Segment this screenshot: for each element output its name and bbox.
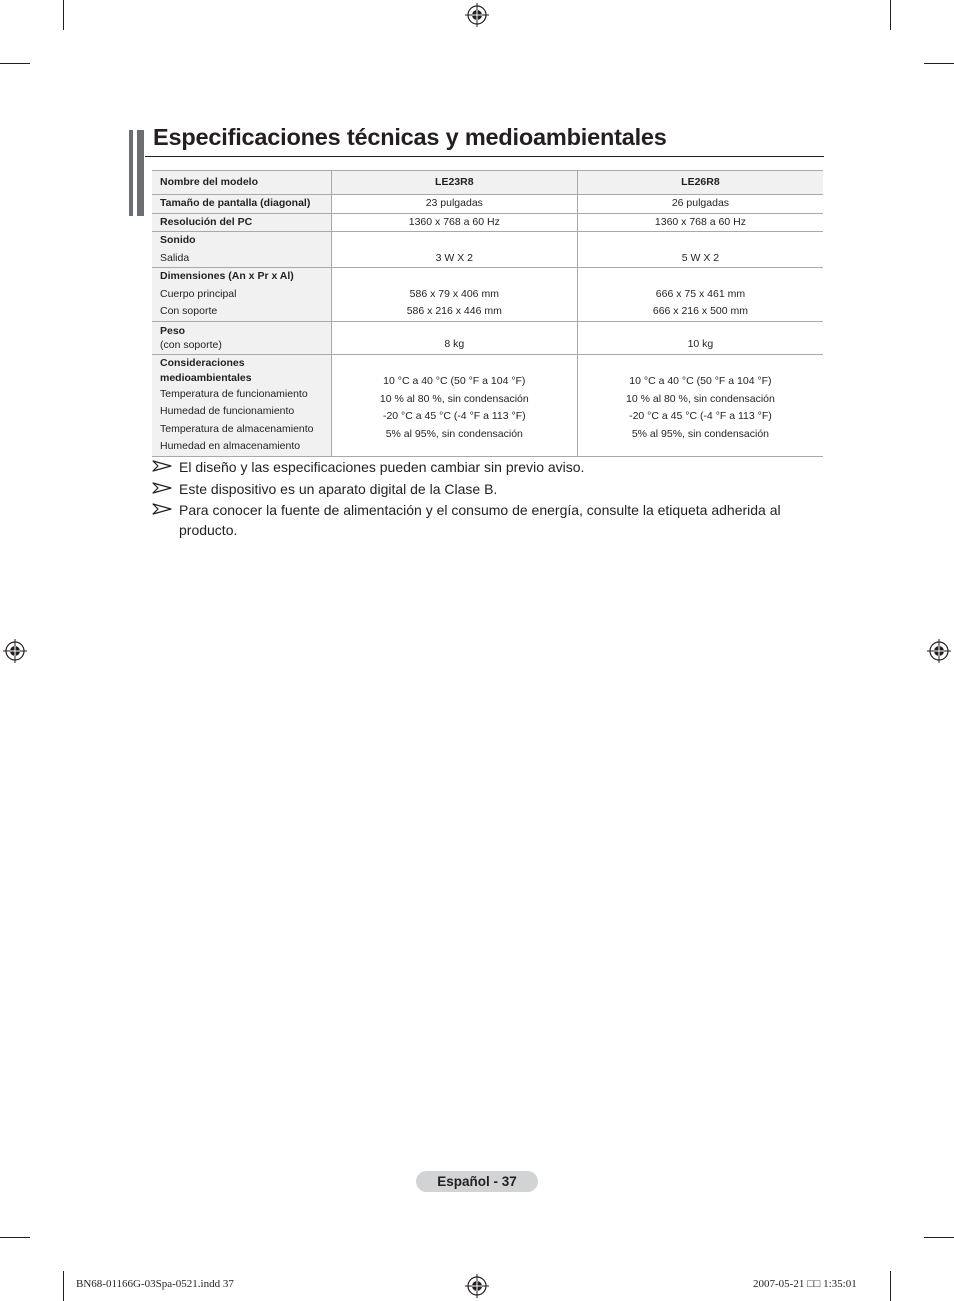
notes-list (152, 458, 824, 542)
table-cell: 10 % al 80 %, sin condensación (379, 392, 529, 405)
table-cell: 23 pulgadas (331, 195, 577, 214)
table-cell: -20 °C a 45 °C (-4 °F a 113 °F) (629, 410, 772, 422)
table-cell: 10 kg (577, 321, 823, 354)
table-cell: 26 pulgadas (577, 195, 823, 214)
table-cell: -20 °C a 45 °C (-4 °F a 113 °F) (382, 410, 526, 422)
page-number-badge: Español - 37 (416, 1171, 538, 1192)
with-stand-label: Con soporte (160, 305, 218, 317)
registration-mark-icon (927, 639, 951, 663)
page-title: Especificaciones técnicas y medioambientales (153, 124, 667, 150)
environment-label: Consideraciones (160, 356, 245, 369)
table-cell: 10 °C a 40 °C (50 °F a 104 °F) (383, 375, 526, 387)
storage-temperature-label: Temperatura de almacenamiento (160, 422, 314, 435)
sound-output-label: Salida (160, 251, 190, 264)
note-arrow-icon (152, 459, 172, 473)
crop-mark (890, 0, 891, 30)
specifications-table (152, 170, 823, 457)
table-cell: 8 kg (331, 321, 577, 354)
model-2-name: LE26R8 (577, 171, 823, 195)
weight-sub-label: (con soporte) (160, 338, 222, 351)
model-1-name: LE23R8 (331, 171, 577, 195)
table-row (152, 232, 823, 268)
sound-label: Sonido (160, 234, 196, 246)
crop-mark (0, 1237, 30, 1238)
table-cell: 5 W X 2 (577, 232, 823, 268)
table-cell: 10 °C a 40 °C (50 °F a 104 °F) (629, 375, 772, 387)
registration-mark-icon (465, 3, 489, 27)
list-item (152, 501, 824, 540)
main-body-label: Cuerpo principal (160, 287, 237, 300)
table-row (152, 321, 823, 354)
storage-humidity-label: Humedad en almacenamiento (160, 440, 301, 452)
date-slug: 2007-05-21 □□ 1:35:01 (753, 1278, 857, 1290)
table-cell: 586 x 79 x 406 mm (409, 287, 499, 300)
title-accent-bar (129, 130, 133, 216)
table-cell: 1360 x 768 a 60 Hz (331, 213, 577, 232)
note-arrow-icon (152, 481, 172, 495)
table-row (152, 195, 823, 214)
list-item (152, 480, 824, 500)
screen-size-label: Tamaño de pantalla (diagonal) (160, 197, 311, 209)
table-row (152, 268, 823, 322)
weight-label: Peso (160, 324, 186, 337)
note-text: Este dispositivo es un aparato digital de la Clase B. (179, 480, 498, 497)
note-arrow-icon (152, 502, 172, 516)
table-cell: 666 x 216 x 500 mm (652, 305, 748, 317)
crop-mark (924, 1237, 954, 1238)
file-slug: BN68-01166G-03Spa-0521.indd 37 (76, 1278, 234, 1290)
model-name-label: Nombre del modelo (152, 171, 331, 195)
pc-resolution-label: Resolución del PC (160, 215, 253, 228)
crop-mark (63, 0, 64, 30)
table-cell: 5% al 95%, sin condensación (385, 427, 523, 440)
note-text: Para conocer la fuente de alimentación y el consumo de energía, consulte la etiqueta adherida al producto. (179, 502, 781, 538)
registration-mark-icon (465, 1274, 489, 1298)
table-cell: 586 x 216 x 446 mm (406, 305, 502, 317)
crop-mark (0, 63, 30, 64)
table-cell: 1360 x 768 a 60 Hz (577, 213, 823, 232)
table-cell: 3 W X 2 (331, 232, 577, 268)
title-accent-bar (137, 130, 144, 216)
registration-mark-icon (3, 639, 27, 663)
title-underline (145, 156, 824, 157)
note-text: El diseño y las especificaciones pueden cambiar sin previo aviso. (179, 459, 585, 475)
dimensions-label: Dimensiones (An x Pr x Al) (160, 270, 294, 282)
crop-mark (924, 63, 954, 64)
operating-humidity-label: Humedad de funcionamiento (160, 405, 295, 417)
list-item (152, 458, 824, 478)
table-cell: 5% al 95%, sin condensación (631, 427, 770, 440)
table-cell: 10 % al 80 %, sin condensación (626, 392, 775, 405)
table-row (152, 213, 823, 232)
table-row (152, 171, 823, 195)
operating-temperature-label: Temperatura de funcionamiento (160, 387, 308, 400)
table-row (152, 354, 823, 456)
crop-mark (63, 1271, 64, 1301)
table-cell: 666 x 75 x 461 mm (655, 287, 746, 300)
environment-label: medioambientales (160, 371, 252, 384)
crop-mark (890, 1271, 891, 1301)
